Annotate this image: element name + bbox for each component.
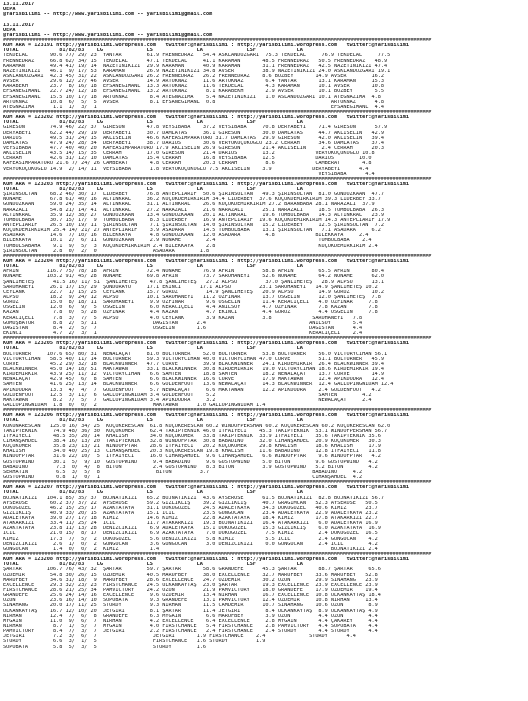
table-row: EFSANEGIMANL 15.5 10/ 17/ 18 ARTOKNAZ 8.4 ATEGNAZIMA 5.4 NAZETINIKIZI 1.0 ASLANDÜZGARI 10.1 ATEGNAZIMA 4.8: [3, 94, 381, 100]
table-row: OZUN 23.6 16/ 14/ 10 SUPOBATA 9.3 GRANDEFE 13.1 PAMVICTORY 12.4 OZDEMIR 10.8 NIRHAN 13.4: [3, 598, 378, 604]
table-row: NONAME 67.8 61/ 40/ 16 ALTINKRAL 36.2 KÜÇÜKDEMIRKIRIM 34.4 LIDERBEY 37.6 KÜÇÜKDEMIRKIRIM 39.3 LIDERBEY 33.7: [3, 197, 381, 203]
race-title: KUM ARA = 123202 http://yarisbilimi.wordpress.com twitter:@YarisBilimi : http://yarisbilimi.wordpress.com twitter:@YarisBilimi: [3, 115, 410, 121]
table-row: KAZAN 7.8 0/ 5/ 28 ÖZFINAR 4.4 KAZAN 4.7 EKINCI 4.4 GÜRÜZ 4.4 OSGELIN 7.8: [3, 310, 378, 316]
race-title: KUM ARA = 123207 http://yarisbilimi.wordpress.com twitter:@YarisBilimi : http://yarisbilimi.wordpress.com twitter:@YarisBilimi: [3, 485, 410, 491]
race-section: [3, 254, 525, 336]
column-header: TOTAL 81/82/83 LG LS LA LSF LA: [3, 187, 303, 193]
separator-rule: ################################################################################################################################################: [3, 37, 432, 43]
table-row: NARAZALI 54.8 21/ 14/ 41 ALTINKRAL 27.2 NARAZALI 21.6 NARAZALI 25.1 NARAZALI 18.5 TUMBULBABA 26.3: [3, 207, 385, 213]
column-header: TOTAL 81/82/83 LG LS LA LSF LA: [3, 264, 303, 270]
separator-rule: ################################################################################################################################################: [3, 552, 432, 558]
table-row: EKINCI 4.7 2/ 3/ 1 KERACIÇELI 2.4: [3, 331, 363, 336]
table-row: CURVE 45.2 29/ 32/ 18 BLACKWINNER 47.7 CURVE 39.9 BLACKWINNER 24.1 KIRDEMIRKIR 26.4 BLACKWINNER 39.4: [3, 361, 385, 367]
table-row: ALPSU 18.2 9/ 24/ 12 ALPSU 10.1 SAROHANEYI 11.2 OZFINAR 13.7 OSGELIN 12.0 ŞANLIHETEŞ 7.8: [3, 295, 381, 301]
table-row: ŞANLIHETEŞ 41.5 16/ 11/ 51 ŞANLIHETEŞ 47.8 ŞANLIHETEŞ 27.2 ALPSU 37.0 ŞANLIHETEŞ 28.9 ALPSU 13.1: [3, 279, 385, 285]
table-row: NONAME 103.2 91/ 45/ 28 NONAME 69.8 AFRIN 73.7 SAROHANEYI 52.6 NONAME 64.2 NONAME 62.0: [3, 274, 385, 280]
table-row: KIRDEMIRKIR 43.9 25/ 11/ 12 VICTORYCIHAN 6.6 SAMTEN 18.8 SAMTEN 18.2 NEWALAÇAT 13.7 CURVE 14.9: [3, 372, 385, 378]
table-row: ÜLKANKAYTAŞ 16.7 12/ 10/ 20 JETGİRI 8.1 ŞARTAR 11.4 JETGİRI 8.4 ÜLKANKAYTAŞ 8.9 ÜLKANKAYTAŞ 4.9: [3, 608, 378, 614]
table-row: DOKUGÜZEL 46.2 15/ 25/ 17 AZAKTATAYA 31.1 DOKUGÜZEL 24.5 ADALETKAYA 34.3 DOKUGÜZEL 40.6 KIMIZ 23.7: [3, 505, 378, 511]
table-row: KARABEKH 23.7 8/ 16/ 18 EFSANEGIMANL 13.3 ARTOKNAZ 11.6 TEKDELAL 4.3 KARAMAN 10.1 AVSER 10.8: [3, 84, 385, 90]
race-title: KUM ARA = 123204 http://yarisbilimi.wordpress.com twitter:@YarisBilimi : http://yarisbilimi.wordpress.com twitter:@YarisBilimi: [3, 259, 410, 265]
table-row: NEWALAÇAT 42.9 45/ 6/ 8 SAMTEN 6.6 BLACKWINNER 16.6 CURVE 17.9 MAKTAWAN 12.4 APIKDODRA 12.4: [3, 377, 385, 383]
table-row: ALTINKRAL 35.9 12/ 38/ 27 GÜNDÜZKAAN 13.4 GÜNDÜZKAAN 20.1 ALTINKRAL 19.6 TUMBULBABA 14.3 ALTINKRAL 23.9: [3, 212, 385, 218]
table-row: ŞARTAR 106.7 76/ 43/ 32 ŞARTAR 59.7 ŞARTAR 58.6 GRANDEFE 45.3 ŞARTAR 88.7 ŞARTAR 65.6: [3, 567, 381, 573]
race-section: [3, 336, 525, 408]
table-row: TAKIPTEKNIK 74.9 48/ 36/ 30 KÜÇÜKOMER 62.4 TAKIPTEKNIK 46.0 İTFAİYECI 45.3 TAKIPTEKNIK 53.1 WINDOFPERSHAN 56.7: [3, 428, 388, 434]
table-row: NIRHAN 12.4 7/ 6/ 8 GRANDEFE 6.3 MYGAIN 6.6 MARUFBEY 3.9 OZUN 4.4 OZUN 4.4: [3, 613, 378, 619]
table-row: CİHANŞAHDEL 38.4 16/ 13/ 20 TAKIPTEKNIK 32.8 WINDOFPTAR 30.8 BABADINO 32.0 CİHANŞAHDEL 20.9 KÜÇÜKOMER 30.3: [3, 438, 381, 444]
race-analysis-document: [3, 2, 525, 699]
table-row: GUSTOPWIND 30.1 5/ 9/ 10 GUSTOPWIND 9.4 BABADINO 9.6 GUSTOPWIND 5.0 BITON 9.6 GUSTOPWIND 4.2: [3, 459, 378, 465]
table-row: CERRAH 42.6 31/ 12/ 10 DAMLATAS 15.4 CERRAH 16.8 VEYSIBABA 12.5 DARIUS 10.0: [3, 156, 372, 162]
table-row: KÜÇÜKOMER 35.8 23/ 13/ 21 WINDOFPTAR 28.6 İTFAİYECI 20.2 KÜÇÜKOMER 29.8 KHALISH 18.6 KHALISH 17.9: [3, 444, 381, 450]
race-section: [3, 480, 525, 552]
table-row: ATAKARKIZI 33.4 11/ 25/ 24 İCIL 11.7 ATAKARKIZI 19.3 BOJNATIKIZI 16.4 ATAKARKIZI 6.0 ADALETKAYA 16.9: [3, 521, 378, 527]
separator-rule: ################################################################################################################################################: [3, 176, 432, 182]
table-row: İCIL 21.0 15/ 8/ 17 DENIZCIKIZI 6.9 AZAKTATAYA 7.0 DOKUGÜZEL 7.5 KIMIZ 2.4 DOKUGÜZEL 16.5: [3, 531, 378, 537]
table-row: KAFEASIMPARATORU 21.6 7/ 24/ 26 CAMBERAT 4.8 CERRAH 20.3 CERRAH 8.6 CAMBERAT 4.8: [3, 161, 372, 167]
table-row: ASADARA 14.6 7/ 10/ 16 BILEKKAYA 4.8 GÜNDÜZKAAN 12.0 ASADARA 4.8 BILEKKAYA 2.4: [3, 233, 369, 239]
table-row: VEYSIBABA 47.7 40/ 40/ 20 KAFEASIMPARATORU 17.9 AKLISELIN 26.9 GIRESUN 21.4 AKLISELIN 2.4 CERRAH 20.3: [3, 145, 385, 151]
subheader-contact: @YarisBilimi -- http://www.yarisbilimi.com -- yarisbilimi@gmail.com: [3, 32, 213, 38]
table-row: KIMIZ 17.3 7/ 5/ 2 DOKUGÜZEL 5.6 DENIZCIKIZI 5.8 KIMIZ 5.5 İCIL 2.4 GÜNGÜCAN 4.2: [3, 536, 378, 542]
table-row: EXCELLENCE 29.3 32/ 23/ 23 FIRSTCHANCE 24.5 ÜLKANKAYTAŞ 23.0 ŞARTAR 19.3 EXCELLENCE 23.9 EXCELLENCE 23.9: [3, 582, 378, 588]
table-row: İTFAİYECI 48.5 35/ 20/ 14 KHALISH 34.0 KÜÇÜKOMER 33.8 TAKIPTEKNIK 33.9 İTFAİYECI 35.6 TAKIPTEKNIK 35.6: [3, 433, 381, 439]
table-row: ŞIRINSULTAN 2.8 0/ 2/ 0 ASADARA 1.8: [3, 248, 210, 254]
table-row: DAĞISTAN 8.4 2/ 5/ 7 OSGELIN 1.6 DAĞISTAN 4.4: [3, 325, 363, 331]
table-row: GÜNGÜCAN 1.4 0/ 0/ 2 KIMIZ 1.4 BOJNATIKIZI 2.4: [3, 546, 378, 552]
table-row: MARUFBEY 34.6 31/ 18/ 9 MARUFBEY 28.6 EXCELLENCE 24.7 OZDEMIR 30.2 OZUN 29.9 SINAHANG 23.9: [3, 577, 378, 583]
table-row: AZAKTATAYA 23.8 11/ 13/ 28 DENIZCIKIZI 6.9 ADALETKAYA 15.1 DOKUGÜZEL 15.3 GIZLIKLIŞ 6.0 AZAKTATAYA 16.9: [3, 526, 381, 532]
table-row: SINAHANG 20.0 17/ 11/ 25 STURDY 9.3 NIRHAN 11.5 CAMDEMIR 10.7 SINAHANG 10.6 OZUN 8.9: [3, 603, 378, 609]
race-title: KUM ARA = 123205 http://yarisbilimi.wordpress.com twitter:@YarisBilimi : http://yarisbilimi.wordpress.com twitter:@YarisBilimi: [3, 341, 410, 347]
race-section: [3, 38, 525, 110]
table-row: AFRIN 116.7 75/ 78/ 18 AFRIN 72.4 NONAME 76.9 AFRIN 58.8 AFRIN 65.5 AFRIN 80.4: [3, 269, 385, 275]
table-row: VEYSIBABA 4.4: [3, 171, 375, 177]
table-row: CEYLANK 22.7 1/ 15/ 25 CEYLANK 15.7 GÜRÜZ 14.9 ŞANLIHETEŞ 20.9 ALPSU 14.9 GÜRÜZ 10.2: [3, 289, 385, 295]
table-row: BABADINO 7.3 0/ 4/ 8 BITON 2.4 GUSTOPWIND 8.3 BITON 3.9 GUSTOPWIND 5.2 BITON 4.2: [3, 464, 378, 470]
separator-rule: ################################################################################################################################################: [3, 480, 432, 486]
table-row: MYGAIN 11.0 9/ 6/ 7 NIRHAN 4.2 EXCELLENCE 6.4 EXCELLENCE 2.8 MYGAIN 4.4 ÇAKAREY 4.4: [3, 618, 378, 624]
header-contact: @YarisBilimi -- http://www.yarisbilimi.com -- yarisbilimi@gmail.com: [3, 12, 213, 18]
table-row: MAKTAWAN 8.2 7/ 5/ 7 GALLOPINGWIDAM 3.4 APIKDODRA 3.2 NEWALAÇAT 2.4: [3, 397, 372, 403]
header-date: 13.11.2017: [3, 2, 35, 7]
table-row: WINDOFPTAR 31.6 22/ 10/ 5 İTFAİYECI 16.0 CİHANŞAHDEL 9.6 CİHANŞAHDEL 6.6 WINDOFPTAR 9.6 WINDOFPTAR 4.2: [3, 454, 381, 460]
column-header: TOTAL 81/82/83 LG LS LA LSF LA: [3, 490, 303, 496]
table-row: APIKDODRA 13.3 4/ 4/ 7 GOLDENFOOT 5.7 NEWALAÇAT 6.6 MAKTAWAN 12.2 APIKDODRA 2.4 GOLDENFOOT 4.2: [3, 387, 381, 393]
table-row: ATEGNAZIMA 1.1 1/ 3/ 1 EFSANEGIMANL 4.4: [3, 104, 385, 110]
table-row: ŞIRINSULTAN 68.2 46/ 30/ 17 LIDERBEY 76.8 ANTEPLİARIF 50.6 ŞIRINSULTAN 49.3 ŞIRINSULTAN 81.0 GÜNDÜZKAAN 47.7: [3, 192, 385, 198]
race-title: KUM ARA = 123203 http://yarisbilimi.wordpress.com twitter:@YarisBilimi : http://yarisbilimi.wordpress.com twitter:@YarisBilimi: [3, 181, 410, 187]
table-row: GÜMÜŞBATUR 8.8 2/ 5/ 11 DAĞISTAN 2.4 ANILSOY 5.4: [3, 320, 363, 326]
table-row: KHALISH 34.0 40/ 25/ 13 CİHANŞAHDEL 20.3 KÜÇÜKERESCAN 19.8 KHALISH 11.6 BABADINO 12.8 İTFAİYECI 11.8: [3, 449, 381, 455]
race-section: [3, 408, 525, 480]
table-row: KÜÇÜKDEMIRKIRIM 25.4 14/ 21/ 27 ANTEPLİARIF 3.9 ASADARA 14.5 TUMBULBABA 13.1 ŞIRINSULTAN 7.1 ASADARA 6.2: [3, 228, 381, 234]
table-row: ADALETKAYA 39.0 27/ 17/ 18 KIMIZ 14.6 KIMIZ 22.8 AZAKTATAYA 18.4 KIMIZ 17.8 ATAKARKIZI 22.7: [3, 516, 378, 522]
table-row: DARIUS 49.5 31/ 24/ 15 AKLISELIN 46.6 KAFEASIMPARATORU 31.7 DAMLATAS 29.9 GIRESUN 42.0 AKLISELIN 39.4: [3, 135, 385, 141]
table-row: PAMVICTORY 8.4 7/ 3/ 7 JETGİRI 2.2 FIRSTCHANCE 2.4 FIRSTCHANCE 2.4 STURDY 4.4 STURDY 4.4: [3, 629, 378, 635]
race-section: [3, 552, 525, 650]
table-row: ANTEPLİARIF 26.5 10/ 19/ 11 ŞIRINSULTAN 7.1 ŞIRINSULTAN 14.0 ŞIRINSULTAN 15.2 LIDERBEY 12.5 ŞIRINSULTAN 7.2: [3, 223, 385, 229]
subheader-date: 13.11.2017: [3, 22, 35, 28]
table-row: FIRSTCHANCE 28.6 21/ 25/ 34 PAMVICTORY 24.2 OZUN 21.9 PAMVICTORY 18.0 GRANDEFE 17.9 OZDEMIR 19.4: [3, 588, 378, 594]
separator-rule: ################################################################################################################################################: [3, 109, 432, 115]
table-row: KUKUNARESCAN 125.0 16/ 34/ 25 KÜÇÜKERESCAN 61.8 KÜÇÜKERESCAN 60.2 WINDOFPERSHAN 60.2 KÜÇÜKERESCAN 60.2 KÜÇÜKERESCAN 62.0: [3, 423, 391, 429]
table-row: GALLOPINGWIDAM 1.8 0/ 0/ 2 MAKTAWAN 1.0 GALLOPINGWIDAM 1.4: [3, 402, 266, 408]
table-row: SAMTEN 41.6 25/ 13/ 14 BLACKWINNER 6.6 GOLDENFOOT 13.6 NEWALAÇAT 14.3 BLACKWINNER 12.4 GALLOPINGWIDAM 12.4: [3, 382, 394, 388]
table-row: DENIZCIKIZI 2.6 1/ 0/ 2 GÜNGÜCAN 3.6 GÜNGÜCAN 3.0 DENIZCIKIZI 0.0 GÜNGÜCAN 2.4 İCIL 4.2: [3, 541, 378, 547]
table-row: BOLTURNER 107.6 65/ 80/ 31 NEWALAÇAT 81.0 BOLTURNER 52.0 BOLTURNER 53.8 BOLTURNER 56.0 VICTORYCIHAN 56.1: [3, 351, 388, 357]
table-row: GÜRÜZ 15.0 8/ 18/ 11 SAROHANEYI 9.9 ÖZFINAR 9.6 OSGELIN 11.4 KERACIÇELI 4.0 ÖZFINAR 7.8: [3, 300, 378, 306]
table-row: TUMBULBABA 30.7 15/ 17/ 9 TUMBULBABA 8.3 LIDERBEY 16.9 ANTEPLİARIF 19.6 KÜÇÜKDEMIRKIRIM 14.3 ANTEPLİARIF 17.9: [3, 217, 391, 223]
table-row: SUPOBATA 5.8 5/ 3/ 5 STURDY 1.6: [3, 644, 207, 650]
table-row: SERHATIN 6.5 3/ 5/ 8 BITON 3.7 BABADINO 4.2: [3, 469, 363, 475]
table-row: EFSANEGIMANL 22.7 24/ 12/ 18 EFSANEGIMANL 13.2 ARTOKNAZ 8.1 KARABEKH 2.9 AVSER 10.1 BOZBEY 5.5: [3, 89, 385, 95]
table-row: DAMLATAS 47.9 24/ 28/ 34 DERYABEYI 38.7 DARIUS 30.6 VERYOKUÇUKOĞLU 23.2 CERRAH 34.6 DAMLATAS 37.4: [3, 140, 385, 146]
column-header: TOTAL 81/82/83 LG LS LA LSF LA: [3, 418, 303, 424]
table-row: AKLISELIN 43.5 14/ 15/ 35 CERRAH 17.0 GIRESUN 21.4 DARIUS 13.2 VERYOKUÇUKOĞLU 10.8: [3, 151, 375, 157]
race-sections: [3, 38, 525, 650]
table-row: ASKLANDÜZGARI 42.3 45/ 31/ 22 ASKLANDÜZGARI 26.2 FRENNEDRAZ 26.2 FRENNEDRAZ 8.6 BOZBEY 14.9 AVSER 16.2: [3, 73, 385, 79]
table-row: VERYOKUÇUKOĞLU 14.9 2/ 14/ 11 VEYSIBABA 1.8 VERYOKUÇUKOĞLU 7.5 AKLISELIN 3.9 DERYABEYI 4.4: [3, 166, 369, 172]
race-section: [3, 177, 525, 254]
race-title: KUM ARA = 123206 http://yarisbilimi.wordpress.com twitter:@YarisBilimi : http://yarisbilimi.wordpress.com twitter:@YarisBilimi: [3, 413, 410, 419]
race-title: KUM ARA = 123208 http://yarisbilimi.wordpress.com twitter:@YarisBilimi : http://yarisbilimi.wordpress.com twitter:@YarisBilimi: [3, 557, 410, 563]
subheader-org: UEPA: [3, 27, 16, 33]
table-row: DERYABEYI 62.2 44/ 29/ 19 DERYABEYI 30.7 DAMLATAS 36.1 GIRESUN 30.0 DAMLATAS 44.7 AKLISELIN 42.9: [3, 130, 385, 136]
table-row: OZDEMIR 54.8 30/ 26/ 15 OZDEMIR 40.5 MARUFBEY 38.0 EXCELLENCE 32.7 MARUFBEY 33.6 MARUFBEY 52.8: [3, 572, 378, 578]
separator-rule: ################################################################################################################################################: [3, 408, 432, 414]
table-row: BILEKKAYA 10.1 2/ 6/ 11 GÜNDÜZKAAN 2.9 NONAME 2.4 TUMBULBABA 2.4: [3, 238, 372, 244]
table-row: AYSEROSE 60.2 37/ 37/ 22 AYSEROSE 59.2 GIZLIKLIŞ 39.2 GIZLIKLIŞ 40.7 GRAGIMCAN 52.3 AYSEROSE 50.5: [3, 500, 378, 506]
table-row: STURDY 6.6 3/ 1/ 5 FIRSTCHANCE 1.6 STURDY 1.9: [3, 639, 266, 645]
table-row: GIZLIKLIŞ 40.9 33/ 20/ 15 AZAKTATAYA 15.1 İCIL 23.5 GÜNGÜCAN 23.4 ADALETKAYA 22.9 ADALETKAYA 23.2: [3, 510, 378, 516]
table-row: OSGELIN 12.0 6/ 9/ 5 OSGELIN 6.0 KERACIÇELI 4.4 ANILSOY 4.7 OZFINAR 7.8 KAZAN 7.8: [3, 305, 378, 311]
column-header: TOTAL 81/82/83 LG LS LA LSF LA: [3, 48, 303, 54]
race-title: KUM ARA = 123191 http://yarisbilimi.wordpress.com twitter:@YarisBilimi : http://yarisbilimi.wordpress.com twitter:@YarisBilimi: [3, 43, 410, 49]
table-row: NIRHAN 8.7 1/ 5/ 7 MYGAIN 4.0 FIRSTCHANCE 5.4 FIRSTCHANCE 2.8 PAMVICTORY 4.4 SUPOBATA 4.4: [3, 624, 378, 630]
table-row: SAROHANEYI 26.1 17/ 15/ 29 ŞÖNDÜRAYU 17.1 EKINCI 17.1 ALPSU 23.1 SAROHANEYI 14.9 ŞANLIHETEŞ 10.2: [3, 284, 378, 290]
table-row: BLACKWINNER 45.0 14/ 18/ 51 MAKTAWAN 33.1 BLACKWINNER 30.8 KIRDEMIRKIR 19.0 VICTORYCIHAN 18.6 KIRDEMIRKIR 19.4: [3, 366, 385, 372]
table-row: FRENNEDRAZ 66.8 62/ 34/ 15 TEKDELAL 47.1 TEKDELAL 41.1 KARAMAN 48.5 FRENNEDRAZ 50.5 FRENNEDRAZ 48.9: [3, 58, 388, 64]
table-row: ARTOKNAZ 10.8 6/ 5/ 5 AVSER 8.1 EFSANEGIMANL 0.8 ARTOKNAZ 4.8: [3, 99, 385, 105]
header-org: UEPA: [3, 7, 16, 13]
table-row: AVSER 29.6 12/ 27/ 46 AVSER 14.9 ARTOKNAZ 11.6 ARTOKNAZ 6.4 YANTAR 13.1 KARAMAN 15.3: [3, 79, 385, 85]
table-row: GÜNDÜZKAAN 59.0 24/ 35/ 14 ALTINKRAL 31.1 ALTINKRAL 26.6 KÜÇÜKDEMIRKIRIM 27.2 BARANBABA 28.1 NARAZALI 37.9: [3, 202, 375, 208]
table-row: TUMBULSABAHA 9.1 9/ 5/ 3 KÜÇÜKDEMIRKIRIM 2.4 BILEKKAYA 2.8 KÜÇÜKDEMIRKIRIM 2.4: [3, 243, 378, 249]
column-header: TOTAL 81/82/83 LG LS LA LSF LA: [3, 562, 303, 568]
table-row: BOJNATIKIZI 104.1 85/ 35/ 37 BOJNATIKIZI 65.2 BOJNATIKIZI 43.6 AYSEROSE 61.5 BOJNATIKIZI 82.8 BOJNATIKIZI 56.7: [3, 495, 385, 501]
column-header: TOTAL 81/82/83 LG LS LA LSF LA: [3, 120, 303, 126]
table-row: KERACIÇELI 7.8 3/ 7/ 5 ALPSU 4.0 CEYLANK 3.9 KAZAN 3.8 SAROHANEYI 7.8: [3, 315, 363, 321]
table-row: JETGİRI 7.2 3/ 6/ 7 JETGİRI 1.9 FIRSTCHANCE 2.4 STURDY 4.4: [3, 634, 356, 640]
separator-rule: ################################################################################################################################################: [3, 253, 432, 259]
table-row: VICTORYCIHAN 58.5 40/ 11/ 14 BOLTURNER 59.3 VICTORYCIHAN 40.0 VICTORYCIHAN 47.0 CURVE 51.1 BOLTURNER 45.9: [3, 356, 385, 362]
table-row: GIRESUN 74.9 46/ 22/ 37 GIRESUN 47.8 VEYSIBABA 37.2 VEYSIBABA 70.8 DERYABEYI 71.4 GIRESUN 57.9: [3, 125, 388, 131]
table-row: GRANDEFE 25.6 24/ 14/ 16 EXCELLENCE 9.6 OZDEMIR 13.4 NIRHAN 16.7 EXCELLENCE 10.8 ÜLKANKAYTAŞ 18.4: [3, 593, 381, 599]
table-row: GUSTOPWIND 0.8 1/ 0/ 1 CİHANŞAHDEL 4.2: [3, 474, 363, 480]
race-section: [3, 110, 525, 177]
column-header: TOTAL 81/82/83 LG LS LA LSF LA: [3, 346, 303, 352]
table-row: GOLDENFOOT 12.5 3/ 11/ 6 GALLOPINGWIDAM 3.4 GOLDENFOOT 5.2 SAMTEN 4.2: [3, 392, 372, 398]
separator-rule: ################################################################################################################################################: [3, 336, 432, 342]
table-row: NAZETINIKIZI 46.1 9/ 17/ 53 KARAMAN 26.9 NAZETINIKIZI 34.8 AVSER 38.9 NAZETINIKIZI 24.0 ASKLANDÜZGARI 19.1: [3, 68, 391, 74]
table-row: KARAMAN 49.4 41/ 19/ 14 NAZETINIKIZI 29.9 KARAMAN 40.9 KARAMAN 31.1 FRENNEDRAZ 42.5 NAZETINIKIZI 47.4: [3, 63, 388, 69]
table-row: TEKDELAL 90.6 77/ 29/ 23 YANTAR 61.9 FRENNEDRAZ 54.4 ASKLANDÜZGARI 75.3 TEKDELAL 76.9 TEKDELAL 77.5: [3, 53, 391, 59]
